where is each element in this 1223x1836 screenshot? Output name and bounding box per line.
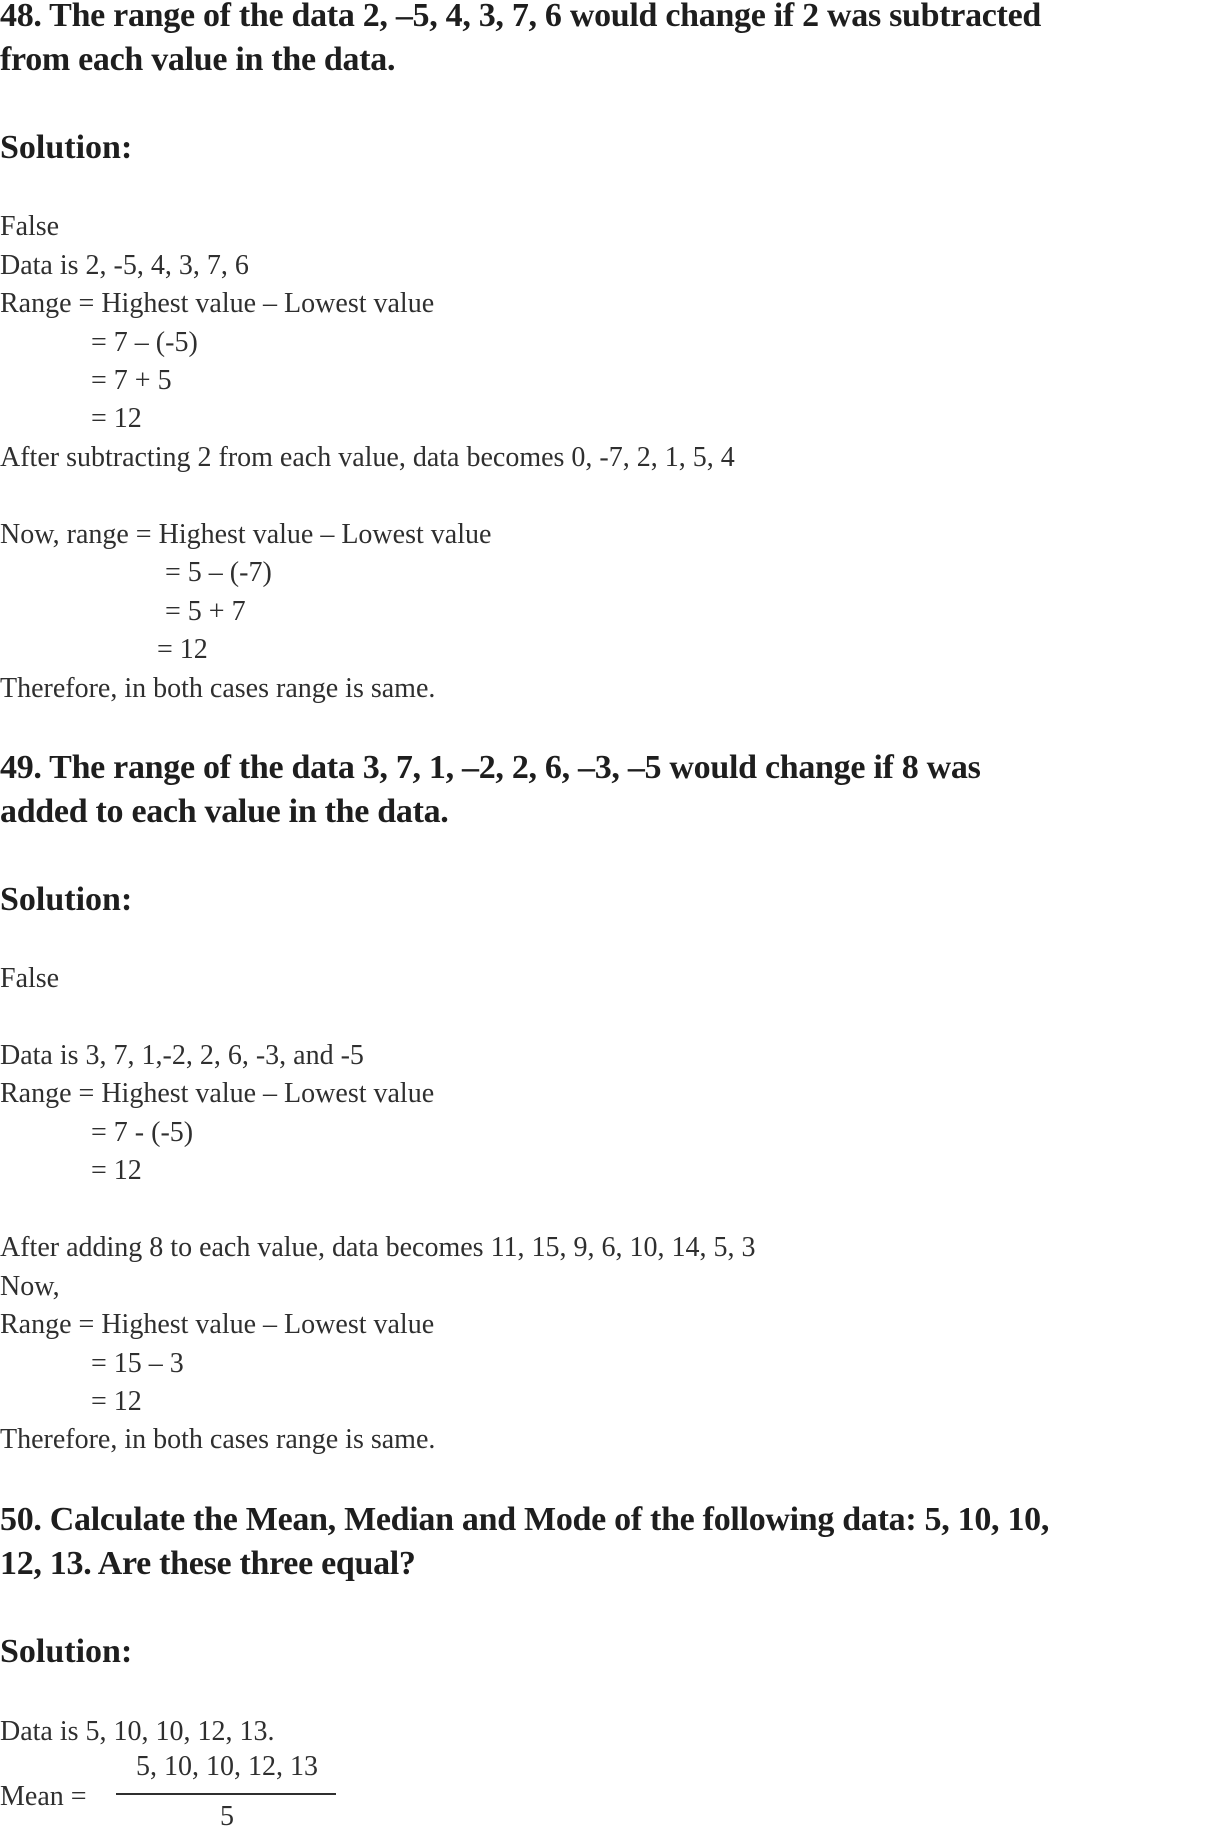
q48-new-step-2: = 5 + 7: [165, 596, 246, 627]
q49-now: Now,: [0, 1271, 60, 1302]
q49-transformed-data: After adding 8 to each value, data becomes 11, 15, 9, 6, 10, 14, 5, 3: [0, 1232, 756, 1263]
q48-step-3: = 12: [91, 403, 142, 434]
mean-label: Mean =: [0, 1781, 87, 1812]
q48-range-formula: Range = Highest value – Lowest value: [0, 288, 435, 319]
q48-new-step-1: = 5 – (-7): [165, 557, 272, 588]
q48-new-range-formula: Now, range = Highest value – Lowest value: [0, 519, 492, 550]
question-50-solution-heading: Solution:: [0, 1633, 133, 1670]
question-48-solution-heading: Solution:: [0, 129, 133, 166]
q48-data-statement: Data is 2, -5, 4, 3, 7, 6: [0, 250, 249, 281]
q49-step-1: = 7 - (-5): [91, 1117, 194, 1148]
q49-range-formula: Range = Highest value – Lowest value: [0, 1078, 435, 1109]
question-50-title-line-1: 50. Calculate the Mean, Median and Mode of the following data: 5, 10, 10,: [0, 1501, 1050, 1538]
question-48-title-line-2: from each value in the data.: [0, 41, 396, 78]
q48-step-2: = 7 + 5: [91, 365, 172, 396]
q49-new-step-2: = 12: [91, 1386, 142, 1417]
mean-numerator: 5, 10, 10, 12, 13: [136, 1751, 318, 1782]
q49-data-statement: Data is 3, 7, 1,-2, 2, 6, -3, and -5: [0, 1040, 364, 1071]
question-50-title-line-2: 12, 13. Are these three equal?: [0, 1545, 416, 1582]
q49-step-2: = 12: [91, 1155, 142, 1186]
question-48-title-line-1: 48. The range of the data 2, –5, 4, 3, 7, 6 would change if 2 was subtracted: [0, 0, 1041, 34]
question-49-solution-heading: Solution:: [0, 881, 133, 918]
q49-new-range-formula: Range = Highest value – Lowest value: [0, 1309, 435, 1340]
q49-conclusion: Therefore, in both cases range is same.: [0, 1424, 436, 1455]
q48-step-1: = 7 – (-5): [91, 327, 198, 358]
q48-answer: False: [0, 211, 60, 242]
fraction-bar: [116, 1793, 336, 1795]
q48-transformed-data: After subtracting 2 from each value, data becomes 0, -7, 2, 1, 5, 4: [0, 442, 735, 473]
q48-conclusion: Therefore, in both cases range is same.: [0, 673, 436, 704]
question-49-title-line-2: added to each value in the data.: [0, 793, 449, 830]
q49-answer: False: [0, 963, 60, 994]
mean-denominator: 5: [220, 1801, 234, 1832]
q50-data-statement: Data is 5, 10, 10, 12, 13.: [0, 1716, 275, 1747]
q49-new-step-1: = 15 – 3: [91, 1348, 184, 1379]
q48-new-step-3: = 12: [157, 634, 208, 665]
question-49-title-line-1: 49. The range of the data 3, 7, 1, –2, 2, 6, –3, –5 would change if 8 was: [0, 749, 981, 786]
